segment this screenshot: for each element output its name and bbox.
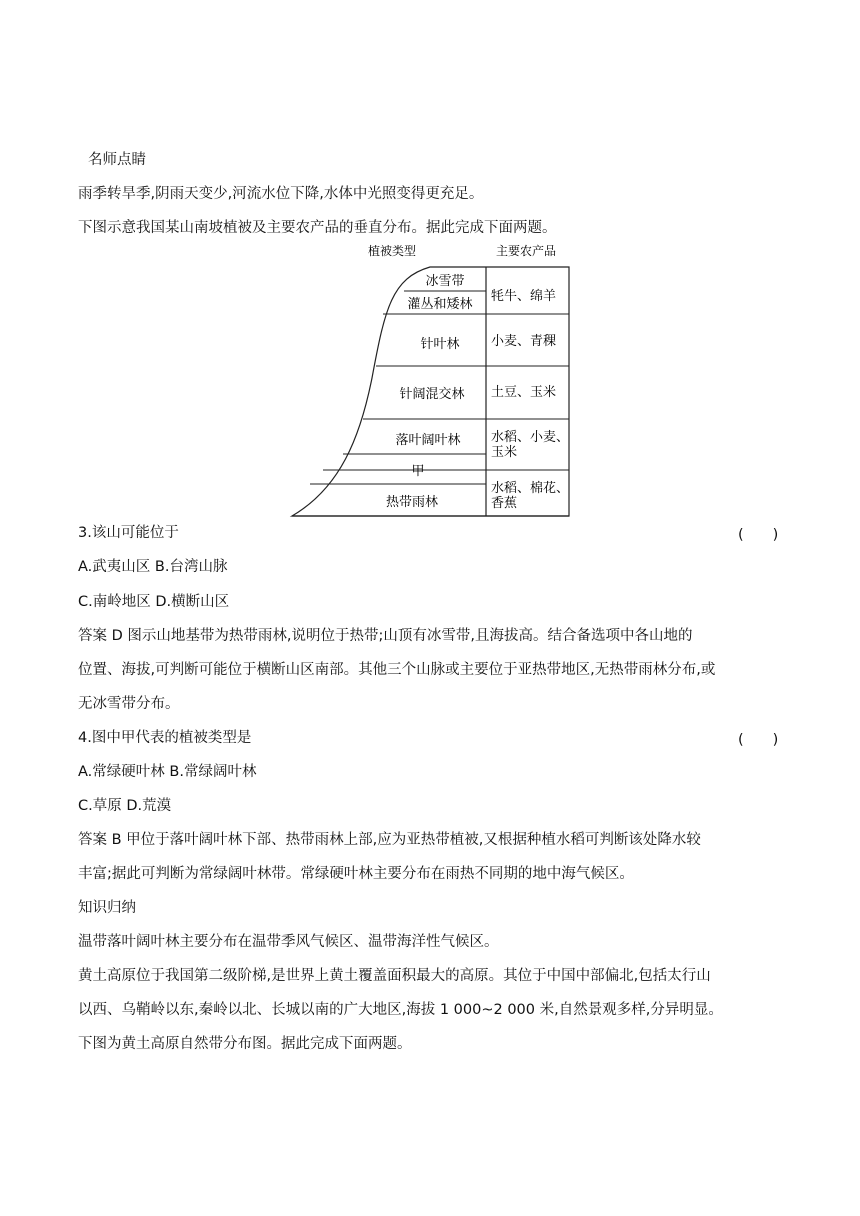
product-label: 水稻、小麦、 <box>491 430 570 445</box>
q3-options-2: C.南岭地区 D.横断山区 <box>78 594 230 610</box>
q3-stem: 3.该山可能位于 <box>78 525 179 541</box>
loess-para-1: 黄土高原位于我国第二级阶梯,是世界上黄土覆盖面积最大的高原。其位于中国中部偏北,包括太行山 <box>78 968 711 984</box>
q3-answer-2: 位置、海拔,可判断可能位于横断山区南部。其他三个山脉或主要位于亚热带地区,无热带雨林分布,或 <box>78 662 716 678</box>
product-label: 土豆、玉米 <box>491 385 557 400</box>
vegetation-vertical-zone-figure <box>280 238 580 522</box>
q3-answer-1: 答案 D 图示山地基带为热带雨林,说明位于热带;山顶有冰雪带,且海拔高。结合备选项中各山地的 <box>78 628 693 644</box>
zone-label: 落叶阔叶林 <box>395 433 461 448</box>
product-label: 玉米 <box>491 445 518 460</box>
q3-answer-paren: ( ) <box>738 527 779 543</box>
zone-label: 针叶林 <box>420 337 460 352</box>
tip-heading: 名师点睛 <box>88 152 146 168</box>
q3-answer-3: 无冰雪带分布。 <box>78 696 180 712</box>
q4-stem: 4.图中甲代表的植被类型是 <box>78 730 252 746</box>
knowledge-heading: 知识归纳 <box>78 900 136 916</box>
zone-label: 热带雨林 <box>385 495 439 510</box>
zone-label: 甲 <box>411 464 425 479</box>
product-label: 小麦、青稞 <box>491 334 557 349</box>
knowledge-text: 温带落叶阔叶林主要分布在温带季风气候区、温带海洋性气候区。 <box>78 934 499 950</box>
tip-text: 雨季转旱季,阴雨天变少,河流水位下降,水体中光照变得更充足。 <box>78 186 484 202</box>
product-label: 香蕉 <box>491 496 518 511</box>
intro-text: 下图示意我国某山南坡植被及主要农产品的垂直分布。据此完成下面两题。 <box>78 220 557 236</box>
q4-answer-2: 丰富;据此可判断为常绿阔叶林带。常绿硬叶林主要分布在雨热不同期的地中海气候区。 <box>78 866 634 882</box>
q3-options-1: A.武夷山区 B.台湾山脉 <box>78 559 228 575</box>
product-label: 水稻、棉花、 <box>491 481 570 496</box>
q4-options-1: A.常绿硬叶林 B.常绿阔叶林 <box>78 764 257 780</box>
zone-label: 针阔混交林 <box>399 387 465 402</box>
product-label: 牦牛、绵羊 <box>491 289 557 304</box>
q4-answer-paren: ( ) <box>738 732 779 748</box>
loess-para-3: 下图为黄土高原自然带分布图。据此完成下面两题。 <box>78 1036 412 1052</box>
q4-answer-1: 答案 B 甲位于落叶阔叶林下部、热带雨林上部,应为亚热带植被,又根据种植水稻可判断该处降水较 <box>78 832 701 848</box>
zone-label: 灌丛和矮林 <box>407 297 473 312</box>
zone-label: 冰雪带 <box>425 274 465 289</box>
q4-options-2: C.草原 D.荒漠 <box>78 798 172 814</box>
header-products: 主要农产品 <box>496 244 557 258</box>
loess-para-2: 以西、乌鞘岭以东,秦岭以北、长城以南的广大地区,海拔 1 000~2 000 米,自然景观多样,分异明显。 <box>78 1002 723 1018</box>
header-vegetation: 植被类型 <box>368 244 417 258</box>
